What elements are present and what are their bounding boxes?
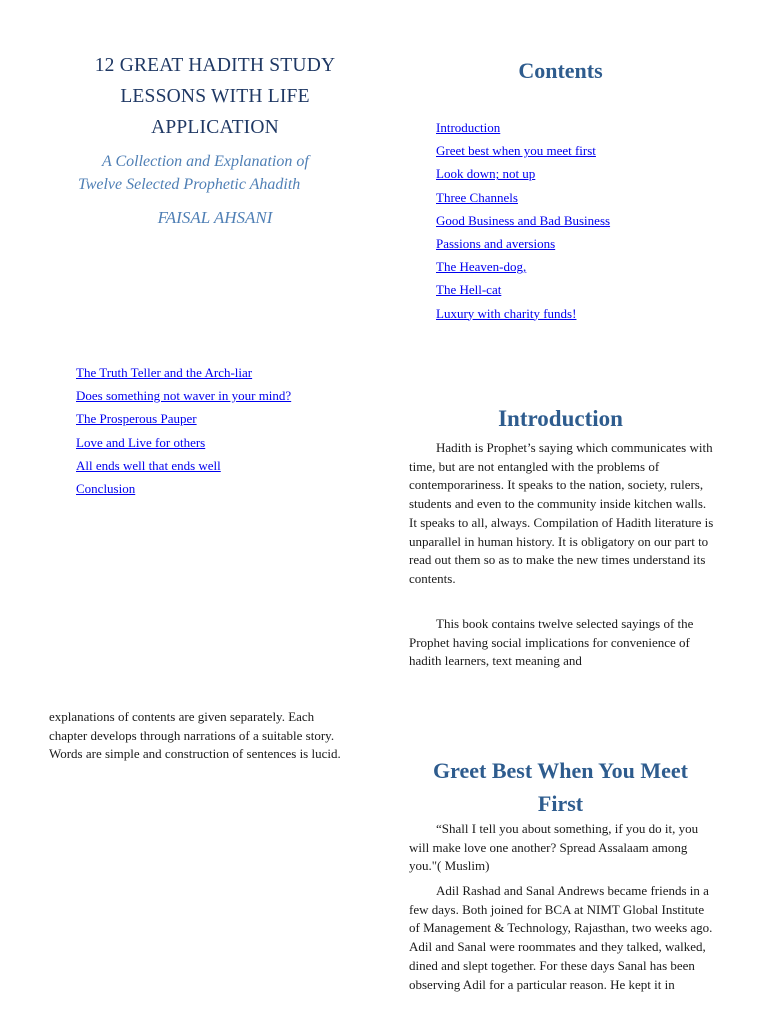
toc-item: [436, 162, 610, 185]
toc-item: [76, 431, 291, 454]
toc-item: [436, 278, 610, 301]
toc-link-prosperous-pauper[interactable]: The Prosperous Pauper: [76, 411, 197, 427]
toc-item: [76, 384, 291, 407]
book-title-line-2: LESSONS WITH LIFE: [120, 86, 310, 107]
toc-list-page-2: [76, 361, 291, 500]
toc-item: [436, 209, 610, 232]
toc-item: [436, 116, 610, 139]
toc-link-good-business[interactable]: Good Business and Bad Business: [436, 212, 611, 228]
toc-item: [436, 232, 610, 255]
toc-link-heaven-dog[interactable]: The Heaven-dog,: [436, 259, 527, 275]
toc-list-page-1: [436, 116, 610, 325]
book-title-line-3: APPLICATION: [151, 117, 279, 138]
toc-item: [436, 255, 610, 278]
toc-link-love-and-live[interactable]: Love and Live for others: [76, 434, 206, 450]
greet-story-paragraph: Adil Rashad and Sanal Andrews became friends in a few days. Both joined for BCA at NIMT Global Institute of Management & Technology, Rajasthan, two weeks ago. Adil and Sanal were roommates and they talked, walked, dined and slept together. For these days Sanal has been observing Adil for a particular reason. He kept it in: [409, 883, 713, 992]
toc-link-hell-cat[interactable]: The Hell-cat: [436, 282, 502, 298]
introduction-heading: Introduction: [498, 406, 623, 431]
book-subtitle: [40, 150, 370, 196]
toc-link-luxury[interactable]: Luxury with charity funds!: [436, 305, 577, 321]
toc-item: [76, 407, 291, 430]
toc-link-truth-teller[interactable]: The Truth Teller and the Arch-liar: [76, 365, 253, 380]
toc-link-greet-best[interactable]: Greet best when you meet first: [436, 143, 596, 159]
toc-link-introduction[interactable]: Introduction: [436, 120, 501, 135]
toc-item: [76, 477, 291, 500]
toc-link-conclusion[interactable]: Conclusion: [76, 480, 136, 496]
toc-link-waver[interactable]: Does something not waver in your mind?: [76, 388, 292, 404]
book-title-line-1: 12 GREAT HADITH STUDY: [94, 55, 336, 76]
toc-link-three-channels[interactable]: Three Channels: [436, 189, 518, 205]
toc-item: [76, 361, 291, 384]
toc-link-passions[interactable]: Passions and aversions: [436, 235, 556, 251]
toc-link-all-ends-well[interactable]: All ends well that ends well: [76, 457, 221, 473]
greet-quote-paragraph: “Shall I tell you about something, if you do it, you will make love one another? Spread Assalaam among you."( Muslim): [409, 821, 699, 874]
book-title: [40, 50, 390, 143]
toc-item: [436, 139, 610, 162]
book-subtitle-line-2: Twelve Selected Prophetic Ahadith: [78, 176, 301, 193]
toc-item: [76, 454, 291, 477]
greet-heading: Greet Best When You Meet First: [433, 758, 688, 816]
contents-heading: Contents: [518, 58, 603, 83]
toc-link-look-down[interactable]: Look down; not up: [436, 166, 536, 182]
author-name: FAISAL AHSANI: [157, 208, 273, 227]
introduction-paragraph-2: This book contains twelve selected sayings of the Prophet having social implications for convenience of hadith learners, text meaning and: [409, 616, 694, 669]
toc-item: [436, 186, 610, 209]
introduction-paragraph-1: Hadith is Prophet’s saying which communicates with time, but are not entangled with the problems of contemporariness. It speaks to the nation, society, rulers, students and even to the community inside kitchen walls. It speaks to all, always. Compilation of Hadith literature is unparallel in human history. It is obligatory on our part to read out them so as to make the new times understand its contents.: [409, 440, 714, 586]
introduction-paragraph-2-continued: explanations of contents are given separately. Each chapter develops through narrations of a suitable story. Words are simple and construction of sentences is lucid.: [49, 709, 341, 762]
toc-item: [436, 302, 610, 325]
book-subtitle-line-1: A Collection and Explanation of: [102, 153, 309, 170]
